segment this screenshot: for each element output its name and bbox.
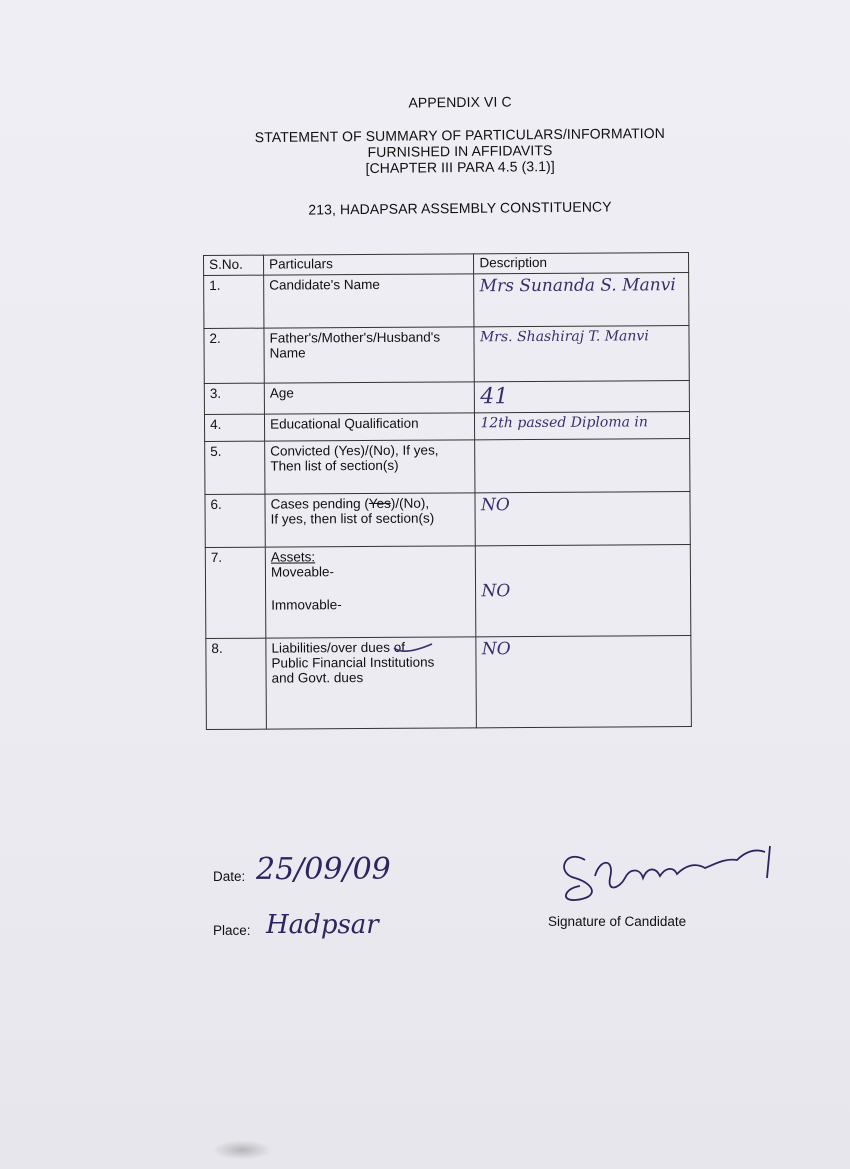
table-row — [204, 273, 689, 329]
handwritten-date: 25/09/09 — [256, 852, 391, 887]
assets-heading: Assets: — [270, 549, 316, 565]
row-sno: 2. — [204, 328, 264, 383]
particular-line-2: Moveable- — [270, 564, 335, 580]
signature-label: Signature of Candidate — [548, 914, 687, 929]
constituency-title: 213, HADAPSAR ASSEMBLY CONSTITUENCY — [308, 198, 612, 218]
table-row — [204, 326, 689, 384]
date-label: Date: — [213, 869, 246, 884]
row-particular: Candidate's Name — [264, 274, 475, 328]
row-particular: Age — [264, 382, 475, 414]
particular-line-1: Liabilities/over dues of — [271, 639, 406, 656]
particulars-table — [203, 252, 692, 730]
column-header-particulars: Particulars — [264, 254, 475, 275]
handwritten-age: 41 — [480, 384, 509, 410]
particular-line-2: Name — [269, 345, 306, 361]
row-sno: 3. — [204, 383, 264, 414]
handwritten-no: NO — [481, 639, 511, 660]
particular-line-1: Convicted (Yes)/(No), If yes, — [270, 442, 439, 459]
row-description — [476, 545, 691, 637]
table-row — [205, 439, 690, 495]
table-row — [205, 545, 691, 639]
table-row — [206, 636, 692, 730]
handwritten-qualification: 12th passed Diploma in — [480, 414, 648, 432]
particular-line-2: Public Financial Institutions — [271, 654, 435, 671]
table-row — [205, 492, 690, 548]
row-description — [475, 412, 690, 440]
signature-icon — [555, 838, 805, 908]
row-description — [476, 636, 691, 728]
place-label: Place: — [213, 923, 251, 938]
row-particular — [265, 546, 476, 638]
row-particular — [265, 493, 476, 547]
statement-heading — [200, 124, 720, 177]
particular-line-2: Then list of section(s) — [270, 457, 399, 474]
particular-line-2: If yes, then list of section(s) — [270, 510, 435, 527]
row-particular: Educational Qualification — [265, 413, 476, 441]
particular-line-1: Father's/Mother's/Husband's — [269, 329, 441, 346]
handwritten-relative-name: Mrs. Shashiraj T. Manvi — [479, 328, 649, 346]
appendix-title: APPENDIX VI C — [408, 93, 512, 111]
row-sno: 8. — [206, 638, 267, 729]
statement-line-2: FURNISHED IN AFFIDAVITS — [367, 142, 553, 160]
row-particular — [265, 440, 476, 494]
statement-line-3: [CHAPTER III PARA 4.5 (3.1)] — [365, 158, 555, 176]
appendix-heading — [200, 91, 720, 112]
row-sno: 1. — [204, 275, 264, 328]
row-description — [474, 273, 689, 327]
particular-line-1-start: Cases pending ( — [270, 495, 369, 512]
row-description — [475, 439, 690, 493]
row-sno: 4. — [204, 414, 264, 441]
column-header-description: Description — [474, 253, 689, 274]
row-particular — [264, 327, 475, 383]
row-description — [474, 326, 689, 382]
row-description — [475, 492, 690, 546]
row-description — [475, 381, 690, 413]
row-sno: 6. — [205, 494, 265, 547]
table-row — [204, 381, 689, 415]
table-row — [204, 412, 689, 442]
handwritten-no: NO — [481, 581, 511, 602]
handwritten-candidate-name: Mrs Sunanda S. Manvi — [479, 275, 676, 297]
ink-smudge — [212, 1140, 272, 1160]
row-particular — [266, 637, 477, 729]
column-header-sno: S.No. — [204, 255, 264, 275]
handwritten-no: NO — [480, 495, 510, 516]
row-sno: 7. — [205, 547, 266, 638]
statement-line-1: STATEMENT OF SUMMARY OF PARTICULARS/INFORMATION — [254, 124, 666, 146]
particular-line-3: and Govt. dues — [271, 670, 364, 686]
constituency-heading — [200, 197, 720, 218]
particular-line-3: Immovable- — [271, 597, 342, 613]
handwritten-place: Hadpsar — [266, 910, 379, 940]
tick-mark-icon — [392, 640, 436, 656]
row-sno: 5. — [205, 441, 265, 494]
struck-yes: Yes — [368, 495, 391, 511]
particular-line-1-end: )/(No), — [390, 495, 430, 511]
